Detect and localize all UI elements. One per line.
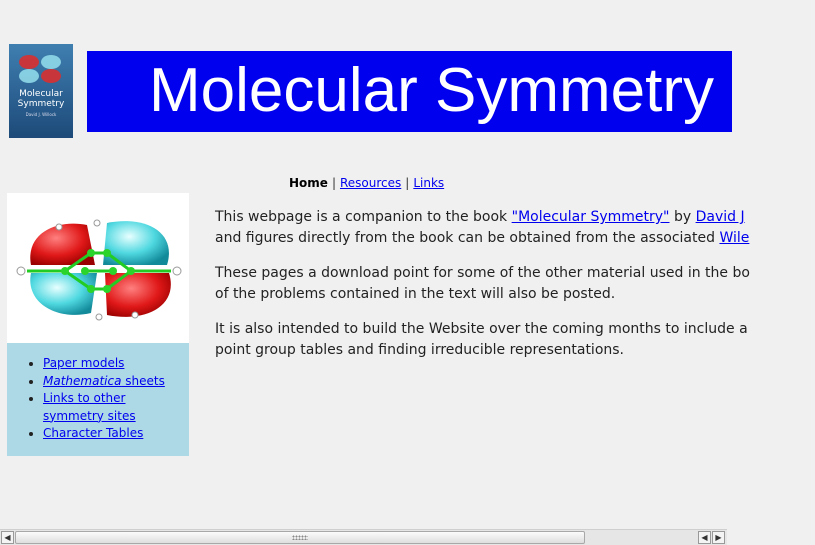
paragraph-text: These pages a download point for some of the other material used in the bo [215,265,750,281]
list-item [43,355,189,373]
site-banner [87,51,732,132]
arrow-left-icon: ◀ [701,533,708,542]
content-paragraph-2 [215,263,815,305]
sidebar-link-mathematica-rest: sheets [121,373,165,388]
scroll-left-button[interactable] [1,531,14,544]
paragraph-text: point group tables and finding irreducible representations. [215,342,625,358]
book-cover-image [9,44,73,138]
scroll-left-button-secondary[interactable] [698,531,711,544]
nav-home-current: Home [289,176,328,190]
sidebar-link-mathematica-sheets[interactable] [43,374,165,388]
book-cover-title-line1: Molecular [19,89,63,99]
sidebar-link-character-tables[interactable]: Character Tables [43,426,144,440]
paragraph-text: of the problems contained in the text will also be posted. [215,286,616,302]
grip-icon [292,535,308,540]
arrow-right-icon: ▶ [715,533,722,542]
sidebar-links-box [7,343,189,456]
scrollbar-thumb[interactable] [15,531,585,544]
sidebar-link-list [7,343,189,443]
paragraph-text: and figures directly from the book can be obtained from the associated [215,230,720,246]
horizontal-scrollbar[interactable] [0,529,727,545]
list-item [43,373,189,391]
top-navigation [289,176,444,190]
author-link[interactable]: David J [695,209,745,225]
sidebar-link-mathematica-em: Mathematica [43,373,122,388]
orbital-lobes-icon [15,52,67,86]
paragraph-text: by [669,209,696,225]
molecular-orbital-icon [7,193,189,343]
paragraph-text: This webpage is a companion to the book [215,209,512,225]
main-content [215,207,815,375]
nav-separator: | [331,176,336,190]
book-cover-author: David J. Willock [25,112,57,117]
book-cover-title [9,89,73,109]
list-item [43,390,189,425]
sidebar-link-other-symmetry-sites[interactable]: Links to other symmetry sites [43,391,136,423]
book-title-link[interactable]: "Molecular Symmetry" [511,209,670,225]
scroll-right-button[interactable] [712,531,725,544]
book-cover-title-line2: Symmetry [17,99,65,109]
content-paragraph-3 [215,319,815,361]
publisher-link[interactable]: Wile [719,230,750,246]
nav-separator: | [405,176,410,190]
molecular-orbital-image [7,193,189,343]
sidebar-link-paper-models[interactable]: Paper models [43,356,125,370]
site-title: Molecular Symmetry [149,56,714,125]
list-item [43,425,189,443]
nav-link-links[interactable]: Links [413,176,445,190]
content-paragraph-1 [215,207,815,249]
arrow-left-icon: ◀ [4,533,11,542]
paragraph-text: It is also intended to build the Website over the coming months to include a [215,321,748,337]
nav-link-resources[interactable]: Resources [339,176,402,190]
